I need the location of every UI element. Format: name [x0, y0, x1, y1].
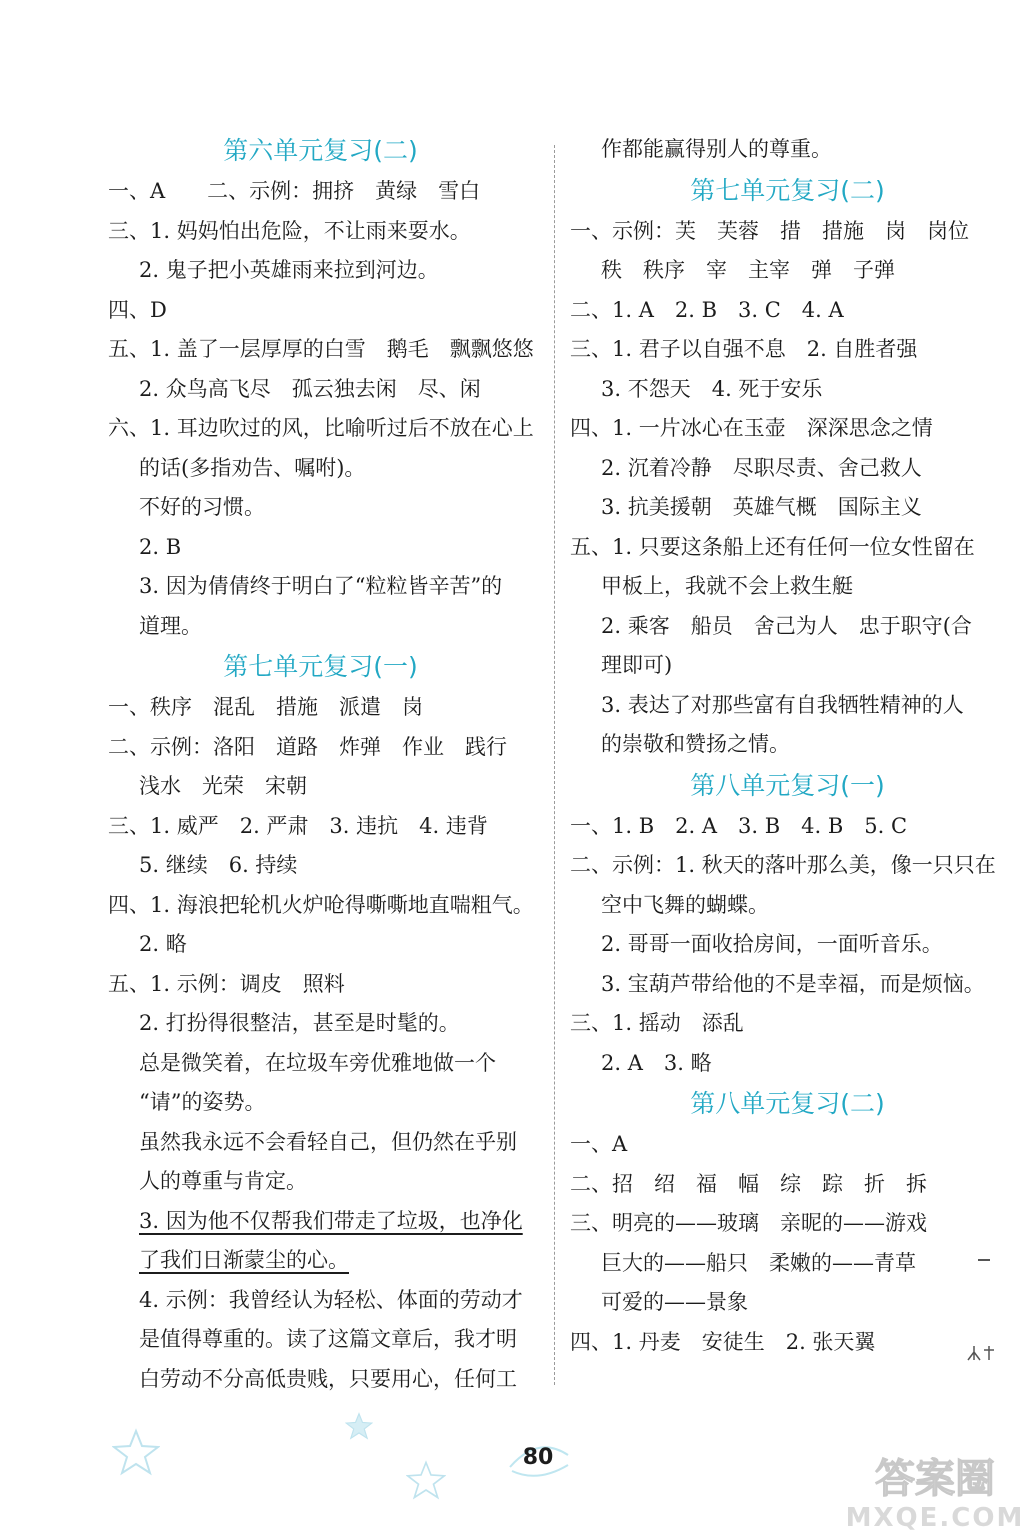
right-answer-line: 空中飞舞的蝴蝶。	[601, 892, 769, 917]
left-answer-line: 六、1. 耳边吹过的风，比喻听过后不放在心上	[108, 416, 534, 440]
left-answer-line: 不好的习惯。	[139, 495, 265, 519]
right-answer-line: 2. 乘客 船员 舍己为人 忠于职守(合	[601, 613, 972, 638]
left-answer-line: 虽然我永远不会看轻自己，但仍然在乎别	[139, 1129, 517, 1154]
left-answer-line: 3. 因为倩倩终于明白了“粒粒皆辛苦”的	[139, 574, 503, 598]
left-answer-line	[108, 1202, 533, 1242]
right-answer-line: 2. 哥哥一面收拾房间，一面听音乐。	[601, 932, 943, 956]
left-answer-line: 四、D	[108, 297, 167, 322]
right-answer-line: 2. A 3. 略	[601, 1050, 712, 1075]
right-answer-line: 理即可)	[601, 653, 673, 677]
left-answer-line: 总是微笑着，在垃圾车旁优雅地做一个	[139, 1050, 496, 1075]
left-answer-line: 五、1. 示例：调皮 照料	[108, 971, 345, 996]
right-column	[570, 130, 1005, 1362]
right-answer-line: 一、A	[570, 1132, 628, 1156]
left-answer-line: 五、1. 盖了一层厚厚的白雪 鹅毛 飘飘悠悠	[108, 337, 534, 361]
left-answer-line: 2. B	[139, 534, 182, 559]
left-column	[108, 130, 533, 1399]
right-answer-line: 二、1. A 2. B 3. C 4. A	[570, 297, 844, 322]
left-answer-line: 的话(多指劝告、嘱咐)。	[139, 455, 366, 480]
underlined-answer-text: 了我们日渐蒙尘的心。	[139, 1248, 349, 1272]
right-answer-line: 三、1. 摇动 添乱	[570, 1011, 744, 1035]
side-edge-mark	[960, 1250, 1000, 1380]
left-answer-line: 人的尊重与肯定。	[139, 1169, 307, 1193]
left-answer-line: 三、1. 威严 2. 严肃 3. 违抗 4. 违背	[108, 813, 488, 838]
left-answer-line: 2. 略	[139, 932, 187, 956]
left-section-heading: 第六单元复习(二)	[223, 136, 418, 165]
left-answer-line: 是值得尊重的。读了这篇文章后，我才明	[139, 1327, 517, 1351]
left-answer-line: 4. 示例：我曾经认为轻松、体面的劳动才	[139, 1287, 523, 1312]
right-answer-line: 二、招 绍 福 幅 综 踪 折 拆	[570, 1171, 927, 1196]
left-answer-line: 浅水 光荣 宋朝	[139, 774, 307, 798]
star-decoration-icon	[345, 1412, 373, 1440]
right-answer-line: 3. 表达了对那些富有自我牺牲精神的人	[601, 692, 964, 717]
right-answer-line: 五、1. 只要这条船上还有任何一位女性留在	[570, 534, 975, 559]
left-answer-line: 白劳动不分高低贵贱，只要用心，任何工	[139, 1366, 517, 1391]
column-divider	[554, 145, 555, 1385]
left-answer-line: 一、秩序 混乱 措施 派遣 岗	[108, 695, 423, 719]
right-answer-line: 3. 宝葫芦带给他的不是幸福，而是烦恼。	[601, 971, 985, 996]
underlined-answer-text: 3. 因为他不仅帮我们带走了垃圾，也净化	[139, 1208, 523, 1233]
star-decoration-icon	[112, 1428, 160, 1476]
right-answer-line: 三、1. 君子以自强不息 2. 自胜者强	[570, 337, 918, 361]
right-section-heading: 第八单元复习(二)	[690, 1089, 885, 1118]
right-answer-line: 巨大的——船只 柔嫩的——青草	[601, 1250, 916, 1275]
right-answer-line: 四、1. 丹麦 安徒生 2. 张天翼	[570, 1329, 876, 1354]
left-answer-line: 2. 打扮得很整洁，甚至是时髦的。	[139, 1011, 460, 1035]
watermark-logo-url: MXQE.COM	[845, 1503, 1025, 1532]
right-answer-line: 甲板上，我就不会上救生艇	[601, 574, 853, 598]
left-answer-line: 四、1. 海浪把轮机火炉呛得嘶嘶地直喘粗气。	[108, 892, 534, 917]
left-answer-line	[108, 1241, 533, 1281]
right-answer-line: 作都能赢得别人的尊重。	[601, 137, 832, 161]
star-decoration-icon	[406, 1460, 446, 1500]
left-answer-line: 一、A 二、示例：拥挤 黄绿 雪白	[108, 179, 481, 203]
right-answer-line: 3. 不怨天 4. 死于安乐	[601, 376, 823, 401]
right-answer-line: 一、示例：芙 芙蓉 措 措施 岗 岗位	[570, 218, 969, 243]
left-answer-line: 2. 众鸟高飞尽 孤云独去闲 尽、闲	[139, 376, 481, 401]
right-answer-line: 2. 沉着冷静 尽职尽责、舍己救人	[601, 455, 922, 480]
left-answer-line: “请”的姿势。	[139, 1090, 266, 1114]
page-number: 80	[522, 1445, 554, 1470]
right-section-heading: 第七单元复习(二)	[690, 175, 885, 205]
right-answer-line: 二、示例：1. 秋天的落叶那么美，像一只只在	[570, 853, 996, 877]
right-answer-line: 秩 秩序 宰 主宰 弹 子弹	[601, 258, 895, 282]
left-answer-line: 2. 鬼子把小英雄雨来拉到河边。	[139, 258, 439, 282]
watermark-logo	[845, 1448, 1025, 1532]
left-answer-line: 三、1. 妈妈怕出危险，不让雨来耍水。	[108, 218, 471, 243]
watermark-logo-text: 答案圈	[875, 1456, 995, 1502]
right-answer-line: 3. 抗美援朝 英雄气概 国际主义	[601, 495, 922, 519]
right-answer-line: 三、明亮的——玻璃 亲昵的——游戏	[570, 1211, 927, 1235]
right-answer-line: 一、1. B 2. A 3. B 4. B 5. C	[570, 813, 908, 838]
left-section-heading: 第七单元复习(一)	[223, 652, 418, 681]
left-answer-line: 二、示例：洛阳 道路 炸弹 作业 践行	[108, 734, 507, 759]
right-section-heading: 第八单元复习(一)	[690, 770, 885, 800]
right-answer-line: 的崇敬和赞扬之情。	[601, 732, 790, 756]
right-answer-line: 四、1. 一片冰心在玉壶 深深思念之情	[570, 416, 933, 440]
left-answer-line: 道理。	[139, 613, 202, 638]
right-answer-line: 可爱的——景象	[601, 1290, 748, 1314]
left-answer-line: 5. 继续 6. 持续	[139, 853, 298, 877]
